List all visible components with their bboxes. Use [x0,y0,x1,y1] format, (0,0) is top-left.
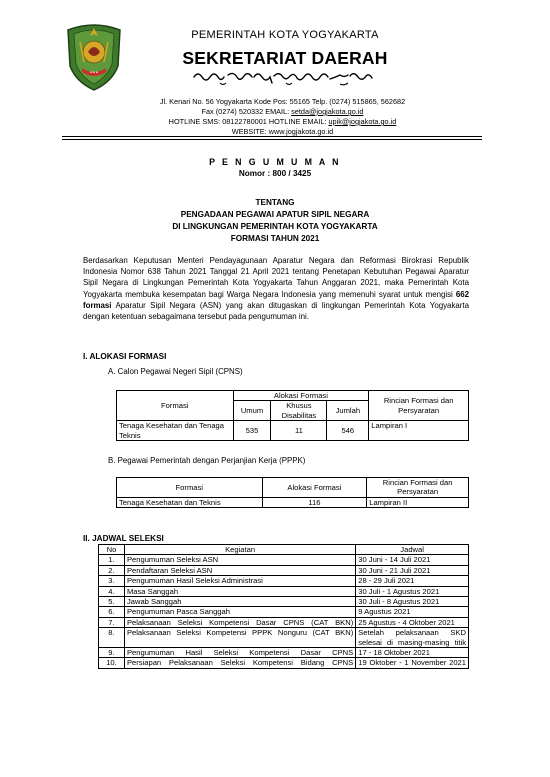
schedule-kegiatan: Pengumuman Hasil Seleksi Administrasi [124,576,355,586]
pppk-row-rincian: Lampiran II [367,497,469,507]
cpns-header-khusus: Khusus Disabilitas [271,401,327,421]
schedule-kegiatan: Pengumuman Hasil Seleksi Kompetensi Dasar CPNS [124,648,355,658]
pppk-header-formasi: Formasi [117,478,263,498]
cpns-row-umum: 535 [233,421,271,441]
hotline-label: HOTLINE SMS: 08122780001 HOTLINE EMAIL: [168,117,329,126]
schedule-no: 9. [99,648,125,658]
fax-label: Fax (0274) 520332 EMAIL: [201,107,292,116]
schedule-row [99,617,469,627]
cpns-row-jumlah: 546 [327,421,369,441]
schedule-kegiatan: Pengumuman Pasca Sanggah [124,607,355,617]
schedule-jadwal: 30 Juni - 14 Juli 2021 [356,555,469,565]
pppk-header-alokasi: Alokasi Formasi [262,478,367,498]
schedule-header-jadwal: Jadwal [356,545,469,555]
schedule-row [99,658,469,668]
letterhead-rule-thick [62,136,482,137]
hotline-line [100,117,465,127]
schedule-jadwal: 30 Juni - 21 Juli 2021 [356,565,469,575]
schedule-jadwal: 30 Juli - 8 Agustus 2021 [356,597,469,607]
pppk-allocation-table [116,477,469,508]
cpns-header-umum: Umum [233,401,271,421]
pppk-row-alokasi: 116 [262,497,367,507]
pppk-header-rincian: Rincian Formasi dan Persyaratan [367,478,469,498]
fax-email-line [100,107,465,117]
schedule-kegiatan: Persiapan Pelaksanaan Seleksi Kompetensi Bidang CPNS [124,658,355,668]
cpns-row-khusus: 11 [271,421,327,441]
announcement-number: Nomor : 800 / 3425 [238,169,312,178]
schedule-row [99,555,469,565]
announcement-title: P E N G U M U M A N [209,157,341,167]
schedule-no: 4. [99,586,125,596]
schedule-row [99,597,469,607]
cpns-header-jumlah: Jumlah [327,401,369,421]
subsection-cpns-heading: A. Calon Pegawai Negeri Sipil (CPNS) [108,367,243,376]
pppk-row-formasi: Tenaga Kesehatan dan Teknis [117,497,263,507]
cpns-row-rincian: Lampiran I [369,421,469,441]
announcement-body [83,255,469,322]
subsection-pppk-heading: B. Pegawai Pemerintah dengan Perjanjian Kerja (PPPK) [108,456,306,465]
schedule-no: 8. [99,628,125,648]
subject-line-1: PENGADAAN PEGAWAI APATUR SIPIL NEGARA [180,210,370,219]
schedule-no: 10. [99,658,125,668]
cpns-row-formasi: Tenaga Kesehatan dan Tenaga Teknis [117,421,234,441]
schedule-kegiatan: Masa Sanggah [124,586,355,596]
section-allocation-heading: I. ALOKASI FORMASI [83,352,167,361]
address-line: Jl. Kenari No. 56 Yogyakarta Kode Pos: 55165 Telp. (0274) 515865, 562682 [159,97,406,106]
schedule-row [99,628,469,648]
cpns-header-formasi: Formasi [117,391,234,421]
government-name: PEMERINTAH KOTA YOGYAKARTA [191,29,379,41]
schedule-jadwal: 30 Juli - 1 Agustus 2021 [356,586,469,596]
schedule-kegiatan: Jawab Sanggah [124,597,355,607]
office-name: SEKRETARIAT DAERAH [182,48,388,68]
svg-text:•••: ••• [89,70,99,76]
schedule-kegiatan: Pelaksanaan Seleksi Kompetensi Dasar CPNS (CAT BKN) [124,617,355,627]
schedule-no: 5. [99,597,125,607]
section-schedule-heading: II. JADWAL SELEKSI [83,534,164,543]
body-formation-count: 662 formasi [83,289,469,310]
cpns-header-rincian: Rincian Formasi dan Persyaratan [369,391,469,421]
schedule-row [99,576,469,586]
schedule-jadwal: 9 Agustus 2021 [356,607,469,617]
schedule-row [99,648,469,658]
schedule-row [99,586,469,596]
schedule-jadwal: 17 - 18 Oktober 2021 [356,648,469,658]
cpns-header-alokasi: Alokasi Formasi [233,391,369,401]
schedule-kegiatan: Pengumuman Seleksi ASN [124,555,355,565]
schedule-header-no: No [99,545,125,555]
schedule-jadwal: 25 Agustus - 4 Oktober 2021 [356,617,469,627]
body-text-end: Aparatur Sipil Negara (ASN) yang akan ditugaskan di lingkungan Pemerintah Kota Yogyakarta dengan ketentuan sebagaimana tersebut pada pengumuman ini. [83,300,469,322]
schedule-no: 7. [99,617,125,627]
cpns-allocation-table [116,390,469,441]
schedule-no: 2. [99,565,125,575]
schedule-jadwal: 28 - 29 Juli 2021 [356,576,469,586]
schedule-jadwal: 19 Oktober - 1 November 2021 [356,658,469,668]
subject-line-2: DI LINGKUNGAN PEMERINTAH KOTA YOGYAKARTA [172,222,378,231]
city-coat-of-arms-logo [62,22,126,92]
schedule-no: 6. [99,607,125,617]
javanese-script-office-name [190,67,380,89]
schedule-header-kegiatan: Kegiatan [124,545,355,555]
schedule-no: 1. [99,555,125,565]
subject-about: TENTANG [255,198,295,207]
schedule-table [98,544,469,669]
schedule-kegiatan: Pelaksanaan Seleksi Kompetensi PPPK Nonguru (CAT BKN) [124,628,355,648]
setda-email-link[interactable]: setda@jogjakota.go.id [291,107,364,116]
upik-email-link[interactable]: upik@jogjakota.go.id [328,117,397,126]
subject-line-3: FORMASI TAHUN 2021 [230,234,320,243]
schedule-row [99,607,469,617]
schedule-kegiatan: Pendaftaran Seleksi ASN [124,565,355,575]
schedule-jadwal: Setelah pelaksanaan SKD selesai di masing-masing titik [356,628,469,648]
website-line: WEBSITE: www.jogjakota.go.id [231,127,334,136]
body-text: Berdasarkan Keputusan Menteri Pendayagunaan Aparatur Negara dan Reformasi Birokrasi Republik Indonesia Nomor 638 Tahun 2021 Tanggal 21 April 2021 tentang Penetapan Kebutuhan Pegawai Aparatur Sipil Negara di Lingkungan Pemerintah Kota Yogyakarta Tahun Anggaran 2021, maka Pemerintah Kota Yogyakarta membuka kesempatan bagi Warga Negara Indonesia yang memenuhi syarat untuk mengisi [83,256,469,299]
schedule-no: 3. [99,576,125,586]
schedule-row [99,565,469,575]
letterhead-rule-thin [62,139,482,140]
